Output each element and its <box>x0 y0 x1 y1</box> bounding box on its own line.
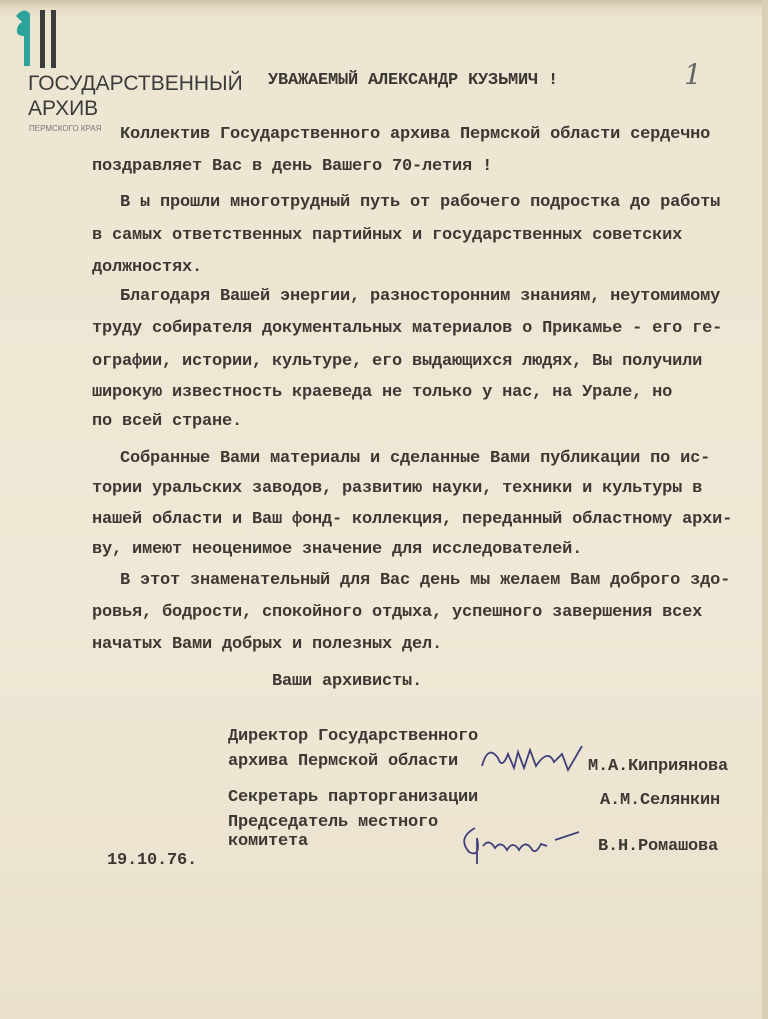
director-title-1: Директор Государственного <box>228 727 479 746</box>
director-signature <box>478 740 588 780</box>
logo-line-3: ПЕРМСКОГО КРАЯ <box>29 124 102 133</box>
chair-title-1: Председатель местного <box>228 813 439 832</box>
secretary-name: А.М.Селянкин <box>600 791 721 810</box>
logo-line-2: АРХИВ <box>28 97 99 120</box>
body-line: нашей области и Ваш фонд- коллекция, переданный областному архи- <box>92 510 733 529</box>
body-line: ву, имеют неоценимое значение для исследователей. <box>92 540 583 559</box>
body-line: Коллектив Государственного архива Пермской области сердечно <box>120 125 711 144</box>
paper-edge <box>762 0 768 1019</box>
page-number: 1 <box>684 58 702 91</box>
body-line: по всей стране. <box>92 412 243 431</box>
body-line: ровья, бодрости, спокойного отдыха, успешного завершения всех <box>92 603 703 622</box>
body-line: В этот знаменательный для Вас день мы желаем Вам доброго здо- <box>120 571 731 590</box>
chair-signature <box>455 818 585 873</box>
salutation: УВАЖАЕМЫЙ АЛЕКСАНДР КУЗЬМИЧ ! <box>268 71 559 90</box>
body-line: широкую известность краеведа не только у нас, на Урале, но <box>92 383 673 402</box>
body-line: В ы прошли многотрудный путь от рабочего подростка до работы <box>120 193 721 212</box>
logo-line-1: ГОСУДАРСТВЕННЫЙ <box>28 72 243 95</box>
body-line: поздравляет Вас в день Вашего 70-летия ! <box>92 157 493 176</box>
body-line: должностях. <box>92 258 203 277</box>
logo-mark-icon <box>10 6 70 68</box>
body-line: труду собирателя документальных материалов о Прикамье - его ге- <box>92 319 723 338</box>
body-line: Благодаря Вашей энергии, разносторонним знаниям, неутомимому <box>120 287 721 306</box>
body-line: в самых ответственных партийных и государственных советских <box>92 226 683 245</box>
body-line: тории уральских заводов, развитию науки, техники и культуры в <box>92 479 703 498</box>
secretary-title: Секретарь парторганизации <box>228 788 479 807</box>
chair-name: В.Н.Ромашова <box>598 837 719 856</box>
body-line: начатых Вами добрых и полезных дел. <box>92 635 443 654</box>
closing: Ваши архивисты. <box>272 672 423 691</box>
body-line: Собранные Вами материалы и сделанные Вами публикации по ис- <box>120 449 711 468</box>
director-title-2: архива Пермской области <box>228 752 459 771</box>
chair-title-2: комитета <box>228 832 309 851</box>
body-line: ографии, истории, культуре, его выдающихся людях, Вы получили <box>92 352 703 371</box>
director-name: М.А.Киприянова <box>588 757 729 776</box>
document-date: 19.10.76. <box>107 851 198 870</box>
